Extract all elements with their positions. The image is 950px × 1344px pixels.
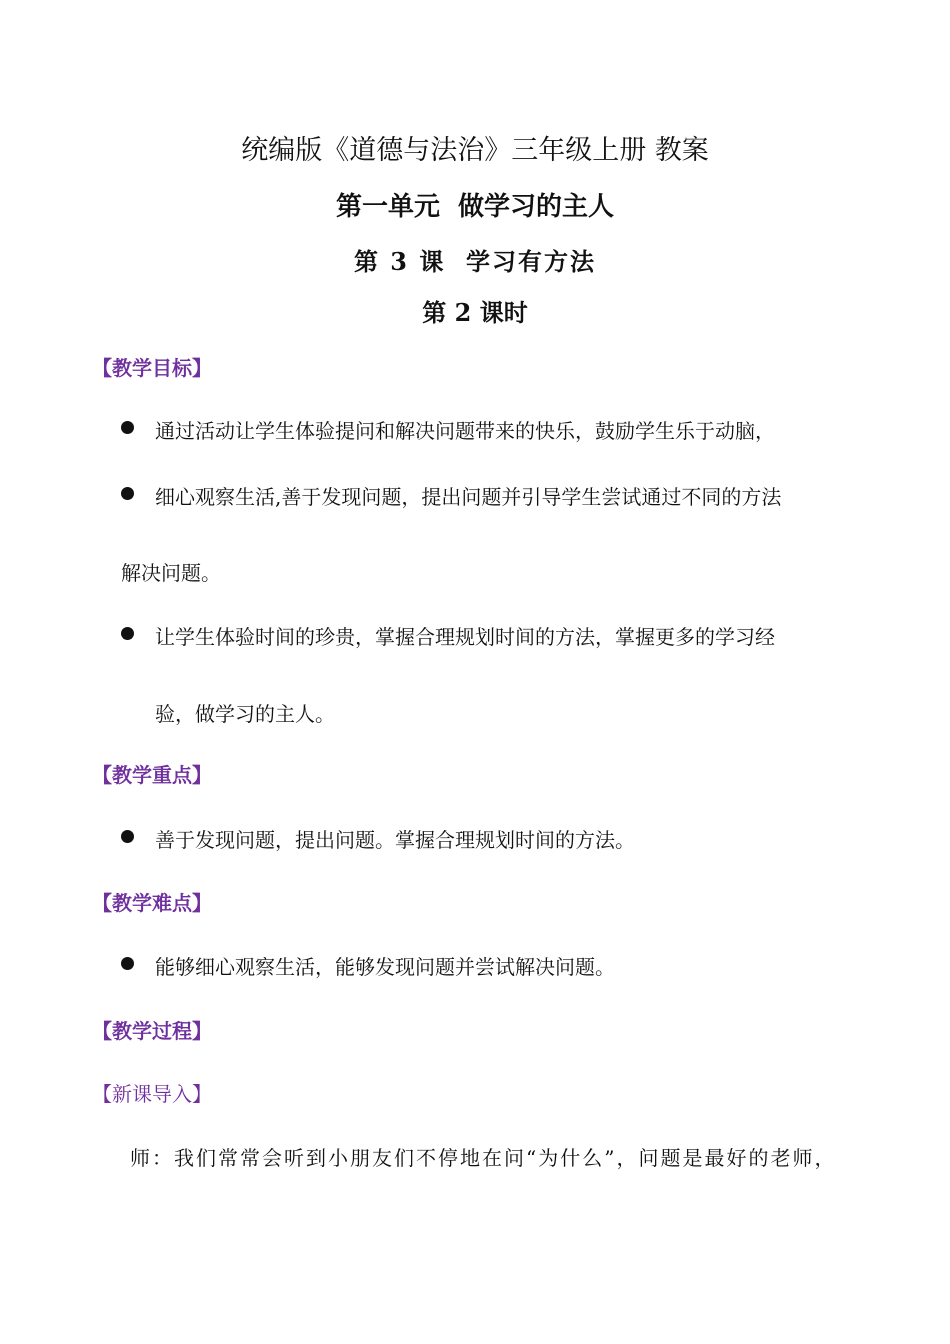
difficulty-line-1: 能够细心观察生活，能够发现问题并尝试解决问题。 bbox=[155, 955, 615, 979]
objective-line-2-cont: 解决问题。 bbox=[121, 561, 221, 585]
objectives-heading: 【教学目标】 bbox=[92, 356, 212, 380]
objective-line-2: 细心观察生活,善于发现问题，提出问题并引导学生尝试通过不同的方法 bbox=[155, 485, 782, 509]
document-title: 统编版《道德与法治》三年级上册 教案 bbox=[241, 135, 709, 166]
lesson-title: 第 3 课 学习有方法 bbox=[353, 247, 597, 276]
intro-paragraph: 师：我们常常会听到小朋友们不停地在问“为什么”，问题是最好的老师， bbox=[130, 1146, 837, 1170]
objective-line-3: 让学生体验时间的珍贵，掌握合理规划时间的方法，掌握更多的学习经 bbox=[155, 625, 775, 649]
intro-heading: 【新课导入】 bbox=[92, 1082, 212, 1106]
bullet-icon bbox=[121, 957, 134, 970]
bullet-icon bbox=[121, 421, 134, 434]
period-title: 第 2 课时 bbox=[422, 298, 528, 327]
bullet-icon bbox=[121, 627, 134, 640]
key-points-heading: 【教学重点】 bbox=[92, 763, 212, 787]
bullet-icon bbox=[121, 487, 134, 500]
unit-title: 第一单元 做学习的主人 bbox=[335, 192, 615, 222]
objective-line-1: 通过活动让学生体验提问和解决问题带来的快乐，鼓励学生乐于动脑， bbox=[155, 419, 775, 443]
process-heading: 【教学过程】 bbox=[92, 1019, 212, 1043]
key-point-line-1: 善于发现问题，提出问题。掌握合理规划时间的方法。 bbox=[155, 828, 635, 852]
bullet-icon bbox=[121, 830, 134, 843]
objective-line-3-cont: 验，做学习的主人。 bbox=[155, 702, 335, 726]
difficulties-heading: 【教学难点】 bbox=[92, 891, 212, 915]
